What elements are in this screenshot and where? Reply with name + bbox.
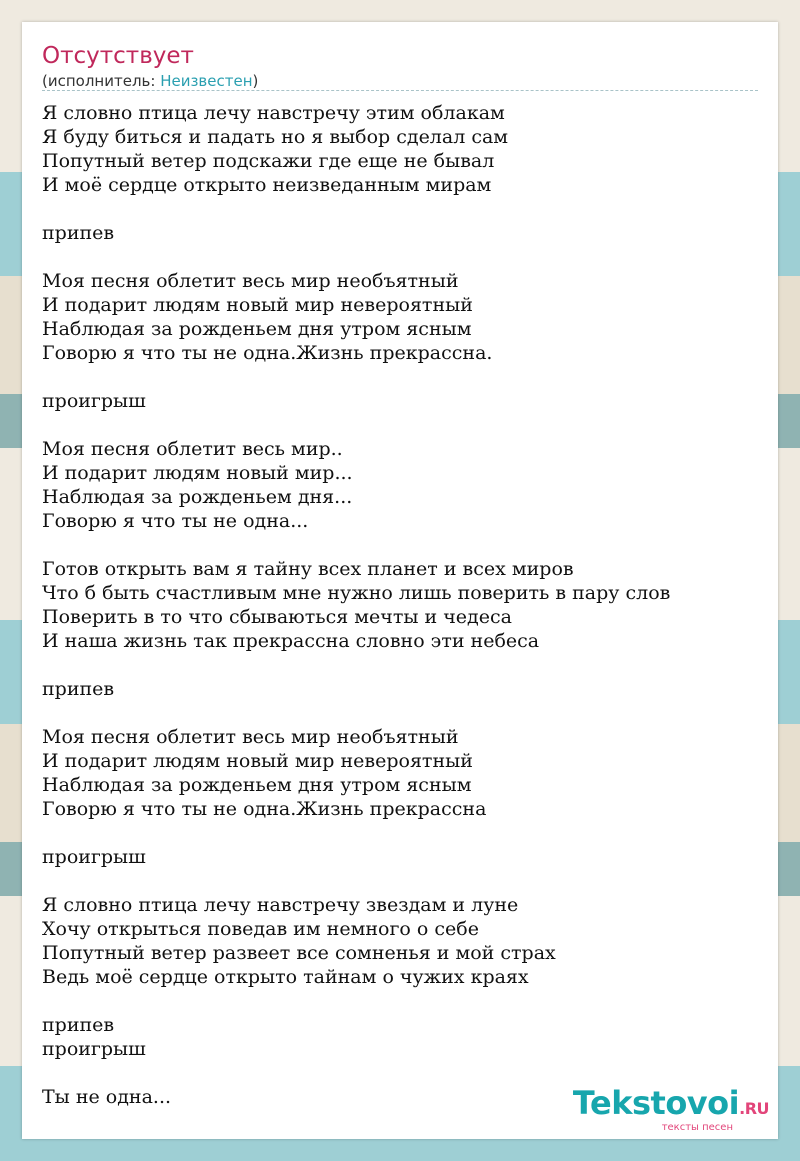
lyric-line: Я словно птица лечу навстречу звездам и луне bbox=[42, 894, 519, 916]
song-title: Отсутствует bbox=[42, 43, 194, 69]
logo-name: Tekstovoi bbox=[572, 1084, 740, 1122]
lyric-line bbox=[42, 989, 758, 1013]
lyrics-card bbox=[22, 22, 778, 1139]
lyric-line bbox=[42, 197, 758, 221]
lyric-line: Я словно птица лечу навстречу этим облакам bbox=[42, 102, 505, 124]
lyric-line: Наблюдая за рожденьем дня... bbox=[42, 486, 353, 508]
lyric-line: припев bbox=[42, 678, 115, 700]
lyric-line: Говорю я что ты не одна... bbox=[42, 510, 309, 532]
lyric-line: Хочу открыться поведав им немного о себе bbox=[42, 918, 479, 940]
lyric-line: Готов открыть вам я тайну всех планет и всех миров bbox=[42, 558, 574, 580]
lyric-line bbox=[42, 701, 758, 725]
lyric-line: проигрыш bbox=[42, 390, 146, 412]
lyric-line: И наша жизнь так прекрассна словно эти небеса bbox=[42, 630, 540, 652]
lyric-line: И подарит людям новый мир невероятный bbox=[42, 294, 473, 316]
lyric-line: проигрыш bbox=[42, 846, 146, 868]
lyrics-text bbox=[42, 101, 758, 1109]
lyric-line: И подарит людям новый мир невероятный bbox=[42, 750, 473, 772]
lyric-line: Моя песня облетит весь мир необъятный bbox=[42, 726, 459, 748]
lyric-line: Говорю я что ты не одна.Жизнь прекрассна. bbox=[42, 342, 493, 364]
lyric-line: Ведь моё сердце открыто тайнам о чужих краях bbox=[42, 966, 529, 988]
logo-tld: .RU bbox=[739, 1099, 769, 1118]
lyric-line: Я буду биться и падать но я выбор сделал сам bbox=[42, 126, 509, 148]
artist-suffix: ) bbox=[252, 72, 259, 90]
lyric-line: Попутный ветер развеет все сомненья и мой страх bbox=[42, 942, 556, 964]
lyric-line: припев bbox=[42, 1014, 115, 1036]
lyric-line: проигрыш bbox=[42, 1038, 146, 1060]
lyric-line: Поверить в то что сбываються мечты и чедеса bbox=[42, 606, 512, 628]
lyric-line bbox=[42, 533, 758, 557]
lyric-line bbox=[42, 365, 758, 389]
lyric-line: Говорю я что ты не одна.Жизнь прекрассна bbox=[42, 798, 487, 820]
lyric-line: припев bbox=[42, 222, 115, 244]
lyric-line: И моё сердце открыто неизведанным мирам bbox=[42, 174, 492, 196]
lyric-line: Что б быть счастливым мне нужно лишь поверить в пару слов bbox=[42, 582, 671, 604]
logo-tagline: тексты песен bbox=[661, 1122, 733, 1133]
lyric-line: И подарит людям новый мир... bbox=[42, 462, 353, 484]
lyric-line: Попутный ветер подскажи где еще не бывал bbox=[42, 150, 495, 172]
artist-prefix: (исполнитель: bbox=[42, 72, 161, 90]
lyric-line bbox=[42, 245, 758, 269]
title-divider bbox=[42, 90, 758, 91]
lyric-line: Наблюдая за рожденьем дня утром ясным bbox=[42, 318, 472, 340]
lyric-line: Моя песня облетит весь мир необъятный bbox=[42, 270, 459, 292]
lyric-line bbox=[42, 653, 758, 677]
lyric-line: Моя песня облетит весь мир.. bbox=[42, 438, 343, 460]
artist-link[interactable]: Неизвестен bbox=[160, 72, 253, 90]
artist-line bbox=[42, 72, 258, 90]
site-logo[interactable] bbox=[573, 1086, 769, 1133]
lyric-line bbox=[42, 869, 758, 893]
lyric-line: Наблюдая за рожденьем дня утром ясным bbox=[42, 774, 472, 796]
lyric-line bbox=[42, 821, 758, 845]
lyric-line bbox=[42, 413, 758, 437]
lyric-line: Ты не одна... bbox=[42, 1086, 172, 1108]
lyric-line bbox=[42, 1061, 758, 1085]
